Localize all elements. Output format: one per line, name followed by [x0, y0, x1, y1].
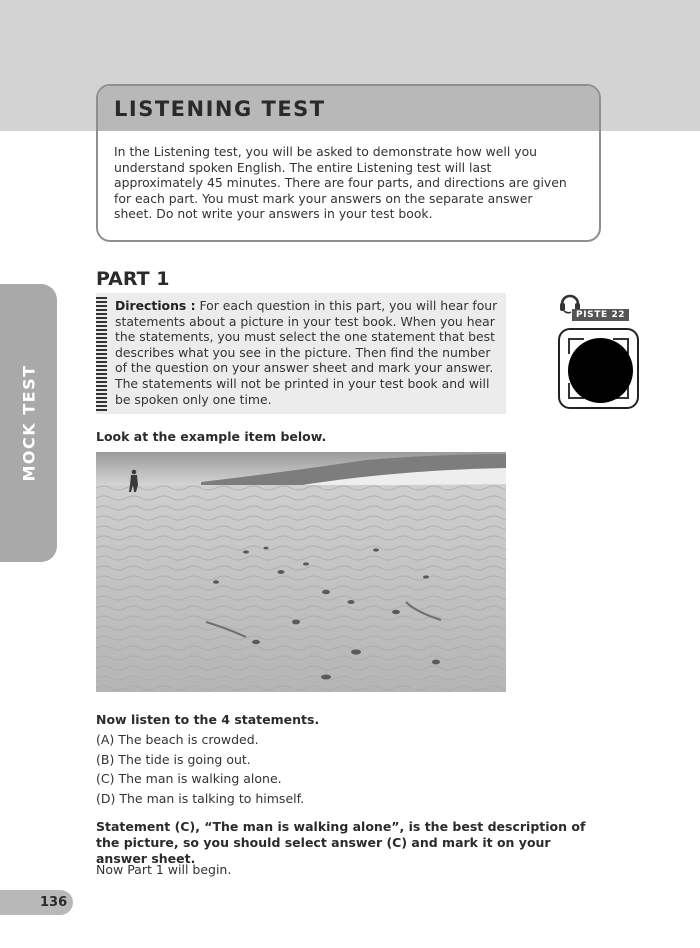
side-tab	[0, 284, 57, 562]
intro-text: In the Listening test, you will be asked to demonstrate how well you understand spoken English. The entire Listening test will last approximately 45 minutes. There are four parts, and directions are given for each part. You must mark your answers on the separate answer sheet. Do not write your answers in your test book.	[114, 144, 567, 222]
page-number: 136	[40, 895, 68, 910]
beach-photo-illustration	[96, 452, 506, 692]
statement-item: (A) The beach is crowded.	[96, 732, 259, 747]
dashed-bar-decoration	[96, 297, 107, 411]
intro-box	[96, 84, 601, 242]
qr-code[interactable]	[558, 328, 639, 409]
side-tab-label: MOCK TEST	[19, 364, 38, 482]
statement-item: (C) The man is walking alone.	[96, 771, 282, 786]
statement-item: (B) The tide is going out.	[96, 752, 251, 767]
intro-header	[98, 86, 599, 131]
answer-explanation: Statement (C), “The man is walking alone”, is the best description of the picture, so you should select answer (C) and mark it on your answer sheet.	[96, 819, 586, 866]
listen-label: Now listen to the 4 statements.	[96, 712, 320, 727]
page-number-tab	[0, 890, 73, 915]
beach-photo	[96, 452, 506, 692]
example-label: Look at the example item below.	[96, 429, 327, 444]
page-title: LISTENING TEST	[114, 97, 326, 121]
directions-label: Directions :	[115, 298, 196, 313]
audio-track-badge: PISTE 22	[572, 309, 629, 321]
qr-redaction-dot	[568, 338, 633, 403]
statement-item: (D) The man is talking to himself.	[96, 791, 305, 806]
directions-body: For each question in this part, you will hear four statements about a picture in your test book. When you hear the statements, you must select the one statement that best describes what you see in the picture. Then find the number of the question on your answer sheet and mark your answer. The statements will not be printed in your test book and will be spoken only one time.	[115, 298, 498, 407]
closing-text: Now Part 1 will begin.	[96, 862, 232, 877]
directions-box	[96, 293, 506, 414]
part-title: PART 1	[96, 268, 170, 290]
directions-text	[115, 298, 501, 407]
